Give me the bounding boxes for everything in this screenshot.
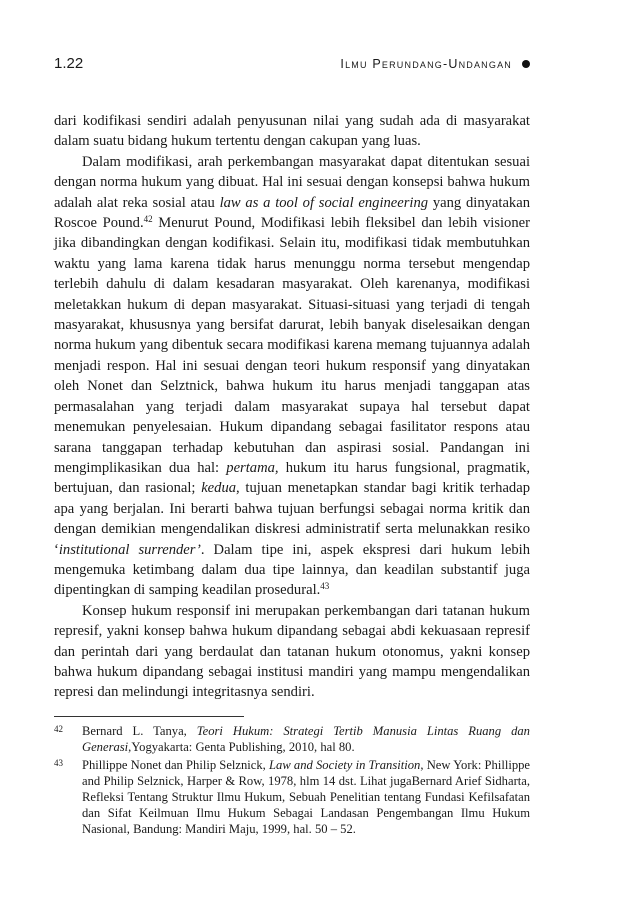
page-number: 1.22: [54, 55, 84, 72]
footnote-title: Law and Society in Transition: [269, 758, 421, 772]
paragraph-2-text: hukum itu harus fungsional, pragmatik, bertujuan, dan rasional;: [54, 459, 531, 497]
footnote-ref-43[interactable]: 43: [320, 581, 330, 592]
footnote-42: [54, 723, 530, 755]
paragraph-3: Konsep hukum responsif ini merupakan perkembangan dari tatanan hukum represif, yakni konsep bahwa hukum dipandang sebagai abdi kekuasaan represif dan perintah dari yang berdaulat dan tatanan hukum otonomus, yakni konsep bahwa hukum dipandang sebagai institusi mandiri yang mampu mengendalikan represi dan melindungi integritasnya sendiri.: [54, 602, 530, 701]
paragraph-2-text: yang dinyatakan Roscoe Pound.: [54, 194, 530, 232]
italic-phrase: law as a tool of social engineering: [219, 194, 429, 211]
body-text: [54, 111, 530, 703]
footnote-text: Bernard L. Tanya,: [82, 724, 197, 738]
footnote-text: Phillippe Nonet dan Philip Selznick,: [82, 758, 270, 772]
paragraph-2-text: , tujuan menetapkan standar bagi kritik terhadap apa yang berjalan. Ini berarti bahwa tujuan berfungsi sebagai norma kritik dan dengan demikian mengendalikan diskresi administratif serta melunakkan resiko ‘: [54, 480, 530, 558]
paragraph-1: dari kodifikasi sendiri adalah penyusunan nilai yang sudah ada di masyarakat dalam suatu bidang hukum tertentu dengan cakupan yang luas.: [54, 113, 530, 150]
italic-phrase: institutional surrender’: [58, 541, 201, 558]
bullet-icon: [522, 60, 530, 68]
paragraph-2-text: Dalam modifikasi, arah perkembangan masyarakat dapat ditentukan sesuai dengan norma hukum yang dibuat. Hal ini sesuai dengan konsepsi bahwa hukum adalah alat reka sosial atau: [54, 153, 530, 211]
footnote-number: 43: [54, 758, 63, 768]
footnote-text: , New York: Phillippe and Philip Selznick, Harper & Row, 1978, hlm 14 dst. Lihat jugaBernard Arief Sidharta, Refleksi Tentang Struktur Ilmu Hukum, Sebuah Penelitian tentang Fundasi Kefilsafatan dan Sifat Keilmuan Ilmu Hukum Sebagai Landasan Pengembangan Ilmu Hukum Nasional, Bandung: Mandiri Maju, 1999, hal. 50 – 52.: [82, 758, 531, 836]
italic-phrase: pertama,: [226, 459, 279, 476]
running-title: Ilmu Perundang-Undangan: [340, 57, 512, 71]
italic-phrase: kedua: [201, 480, 237, 497]
page-header: [54, 55, 530, 77]
paragraph-2-text: Menurut Pound, Modifikasi lebih fleksibel dan lebih visioner jika dibandingkan dengan kodifikasi. Selain itu, modifikasi tidak membutuhkan waktu yang lama karena tidak harus menunggu norma tersebut mengendap terlebih dahulu di dalam kesadaran masyarakat. Oleh karenanya, modifikasi meletakkan hukum di depan masyarakat. Situasi-situasi yang terjadi di tengah masyarakat, khususnya yang bersifat darurat, lebih banyak diselesaikan dengan norma hukum yang dibentuk secara modifikasi karena memang tujuannya adalah menjadi respon. Hal ini sesuai dengan teori hukum responsif yang dinyatakan oleh Nonet dan Selztnick, bahwa hukum itu harus menjadi tanggapan atas permasalahan yang terjadi dalam masyarakat supaya hal tersebut dapat menemukan penyelesaian. Hukum dipandang sebagai fasilitator respons atau sarana tanggapan terhadap kebutuhan dan aspirasi sosial. Pandangan ini mengimplikasikan dua hal:: [54, 215, 530, 476]
footnote-title: Teori Hukum: Strategi Tertib Manusia Lintas Ruang dan Generasi: [82, 724, 530, 754]
footnote-43: [54, 757, 530, 837]
footnote-divider: [54, 716, 244, 717]
footnote-number: 42: [54, 724, 63, 734]
paragraph-2-text: . Dalam tipe ini, aspek ekspresi dari hukum lebih mengemuka ketimbang dalam dua tipe lainnya, dan keadilan substantif juga dipentingkan di samping keadilan prosedural.: [54, 541, 530, 599]
footnote-ref-42[interactable]: 42: [143, 214, 153, 225]
footnote-text: ,Yogyakarta: Genta Publishing, 2010, hal 80.: [128, 740, 355, 754]
paragraph-2: [54, 152, 530, 601]
footnotes: [54, 723, 530, 839]
